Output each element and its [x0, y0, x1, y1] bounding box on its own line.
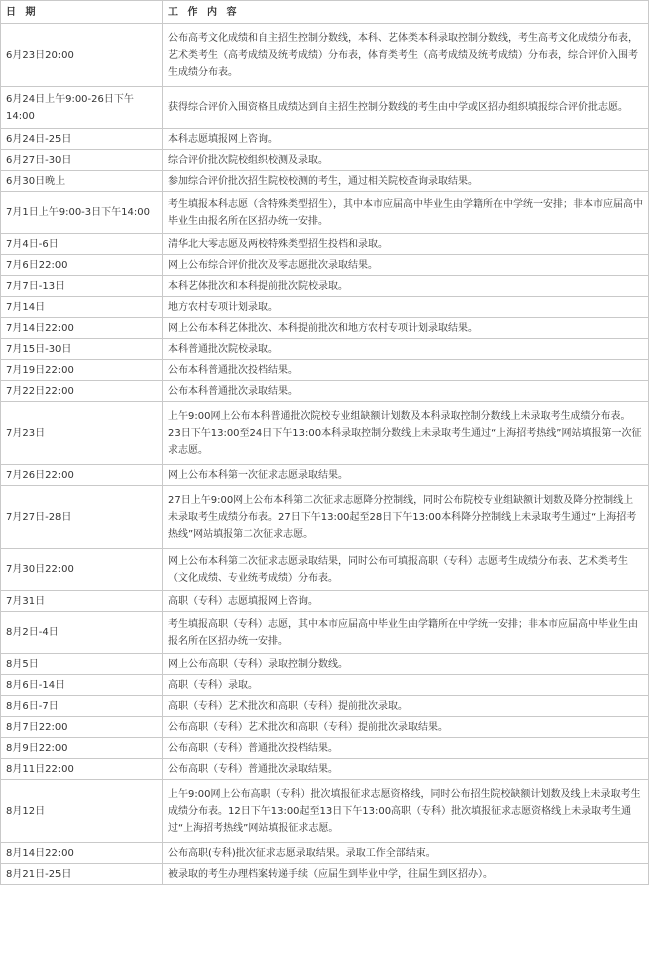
content-cell: 考生填报高职（专科）志愿，其中本市应届高中毕业生由学籍所在中学统一安排；非本市应届高中毕业生由报名所在区招办统一安排。 — [163, 612, 649, 654]
header-date: 日 期 — [1, 1, 163, 24]
date-cell: 7月7日-13日 — [1, 276, 163, 297]
date-cell: 7月30日22:00 — [1, 549, 163, 591]
date-cell: 7月4日-6日 — [1, 234, 163, 255]
content-cell: 高职（专科）艺术批次和高职（专科）提前批次录取。 — [163, 696, 649, 717]
header-content: 工 作 内 容 — [163, 1, 649, 24]
content-cell: 本科艺体批次和本科提前批次院校录取。 — [163, 276, 649, 297]
content-cell: 上午9:00网上公布本科普通批次院校专业组缺额计划数及本科录取控制分数线上未录取考生成绩分布表。23日下午13:00至24日下午13:00本科录取控制分数线上未录取考生通过“上海招考热线”网站填报第一次征求志愿。 — [163, 402, 649, 465]
content-cell: 本科普通批次院校录取。 — [163, 339, 649, 360]
date-cell: 7月19日22:00 — [1, 360, 163, 381]
date-cell: 6月30日晚上 — [1, 171, 163, 192]
date-cell: 6月27日-30日 — [1, 150, 163, 171]
content-cell: 公布本科普通批次录取结果。 — [163, 381, 649, 402]
content-cell: 公布高职（专科）普通批次投档结果。 — [163, 738, 649, 759]
content-cell: 考生填报本科志愿（含特殊类型招生），其中本市应届高中毕业生由学籍所在中学统一安排；非本市应届高中毕业生由报名所在区招办统一安排。 — [163, 192, 649, 234]
content-cell: 公布高职（专科）普通批次录取结果。 — [163, 759, 649, 780]
date-cell: 8月6日-7日 — [1, 696, 163, 717]
table-row — [1, 402, 649, 465]
content-cell: 高职（专科）录取。 — [163, 675, 649, 696]
date-cell: 8月12日 — [1, 780, 163, 843]
table-row — [1, 255, 649, 276]
content-cell: 公布高职（专科）艺术批次和高职（专科）提前批次录取结果。 — [163, 717, 649, 738]
date-cell: 7月6日22:00 — [1, 255, 163, 276]
content-cell: 网上公布本科第一次征求志愿录取结果。 — [163, 465, 649, 486]
table-header-row — [1, 1, 649, 24]
content-cell: 高职（专科）志愿填报网上咨询。 — [163, 591, 649, 612]
table-row — [1, 171, 649, 192]
table-row — [1, 150, 649, 171]
date-cell: 8月11日22:00 — [1, 759, 163, 780]
content-cell: 公布高职(专科)批次征求志愿录取结果。录取工作全部结束。 — [163, 843, 649, 864]
content-cell: 获得综合评价入围资格且成绩达到自主招生控制分数线的考生由中学或区招办组织填报综合评价批志愿。 — [163, 87, 649, 129]
date-cell: 8月2日-4日 — [1, 612, 163, 654]
content-cell: 地方农村专项计划录取。 — [163, 297, 649, 318]
table-row — [1, 675, 649, 696]
content-cell: 网上公布本科艺体批次、本科提前批次和地方农村专项计划录取结果。 — [163, 318, 649, 339]
date-cell: 7月1日上午9:00-3日下午14:00 — [1, 192, 163, 234]
date-cell: 7月14日22:00 — [1, 318, 163, 339]
date-cell: 6月24日上午9:00-26日下午14:00 — [1, 87, 163, 129]
content-cell: 网上公布高职（专科）录取控制分数线。 — [163, 654, 649, 675]
content-cell: 参加综合评价批次招生院校校测的考生，通过相关院校查询录取结果。 — [163, 171, 649, 192]
table-row — [1, 591, 649, 612]
content-cell: 综合评价批次院校组织校测及录取。 — [163, 150, 649, 171]
date-cell: 6月24日-25日 — [1, 129, 163, 150]
date-cell: 7月15日-30日 — [1, 339, 163, 360]
table-row — [1, 192, 649, 234]
table-row — [1, 654, 649, 675]
table-row — [1, 717, 649, 738]
date-cell: 8月6日-14日 — [1, 675, 163, 696]
date-cell: 8月21日-25日 — [1, 864, 163, 885]
table-row — [1, 297, 649, 318]
content-cell: 27日上午9:00网上公布本科第二次征求志愿降分控制线，同时公布院校专业组缺额计划数及降分控制线上未录取考生成绩分布表。27日下午13:00起至28日下午13:00本科降分控制线上未录取考生通过“上海招考热线”网站填报第二次征求志愿。 — [163, 486, 649, 549]
content-cell: 上午9:00网上公布高职（专科）批次填报征求志愿资格线，同时公布招生院校缺额计划数及线上未录取考生成绩分布表。12日下午13:00起至13日下午13:00高职（专科）批次填报征求志愿资格线上未录取考生通过“上海招考热线”网站填报征求志愿。 — [163, 780, 649, 843]
table-row — [1, 612, 649, 654]
content-cell: 清华北大零志愿及两校特殊类型招生投档和录取。 — [163, 234, 649, 255]
content-cell: 网上公布本科第二次征求志愿录取结果，同时公布可填报高职（专科）志愿考生成绩分布表、艺术类考生（文化成绩、专业统考成绩）分布表。 — [163, 549, 649, 591]
date-cell: 8月7日22:00 — [1, 717, 163, 738]
date-cell: 7月31日 — [1, 591, 163, 612]
table-row — [1, 129, 649, 150]
table-row — [1, 276, 649, 297]
date-cell: 8月5日 — [1, 654, 163, 675]
date-cell: 6月23日20:00 — [1, 24, 163, 87]
date-cell: 7月27日-28日 — [1, 486, 163, 549]
date-cell: 7月26日22:00 — [1, 465, 163, 486]
table-row — [1, 549, 649, 591]
table-row — [1, 318, 649, 339]
table-row — [1, 360, 649, 381]
date-cell: 7月23日 — [1, 402, 163, 465]
table-row — [1, 381, 649, 402]
table-row — [1, 843, 649, 864]
date-cell: 7月22日22:00 — [1, 381, 163, 402]
content-cell: 公布高考文化成绩和自主招生控制分数线，本科、艺体类本科录取控制分数线，考生高考文化成绩分布表，艺术类考生（高考成绩及统考成绩）分布表，体育类考生（高考成绩及统考成绩）分布表，综合评价入围考生成绩分布表。 — [163, 24, 649, 87]
table-body — [1, 24, 649, 885]
content-cell: 被录取的考生办理档案转递手续（应届生到毕业中学，往届生到区招办）。 — [163, 864, 649, 885]
table-row — [1, 696, 649, 717]
date-cell: 8月9日22:00 — [1, 738, 163, 759]
table-row — [1, 759, 649, 780]
table-row — [1, 24, 649, 87]
date-cell: 7月14日 — [1, 297, 163, 318]
table-row — [1, 738, 649, 759]
table-row — [1, 465, 649, 486]
table-row — [1, 864, 649, 885]
table-row — [1, 486, 649, 549]
date-cell: 8月14日22:00 — [1, 843, 163, 864]
table-row — [1, 234, 649, 255]
table-row — [1, 339, 649, 360]
table-row — [1, 87, 649, 129]
content-cell: 公布本科普通批次投档结果。 — [163, 360, 649, 381]
content-cell: 本科志愿填报网上咨询。 — [163, 129, 649, 150]
content-cell: 网上公布综合评价批次及零志愿批次录取结果。 — [163, 255, 649, 276]
table-row — [1, 780, 649, 843]
